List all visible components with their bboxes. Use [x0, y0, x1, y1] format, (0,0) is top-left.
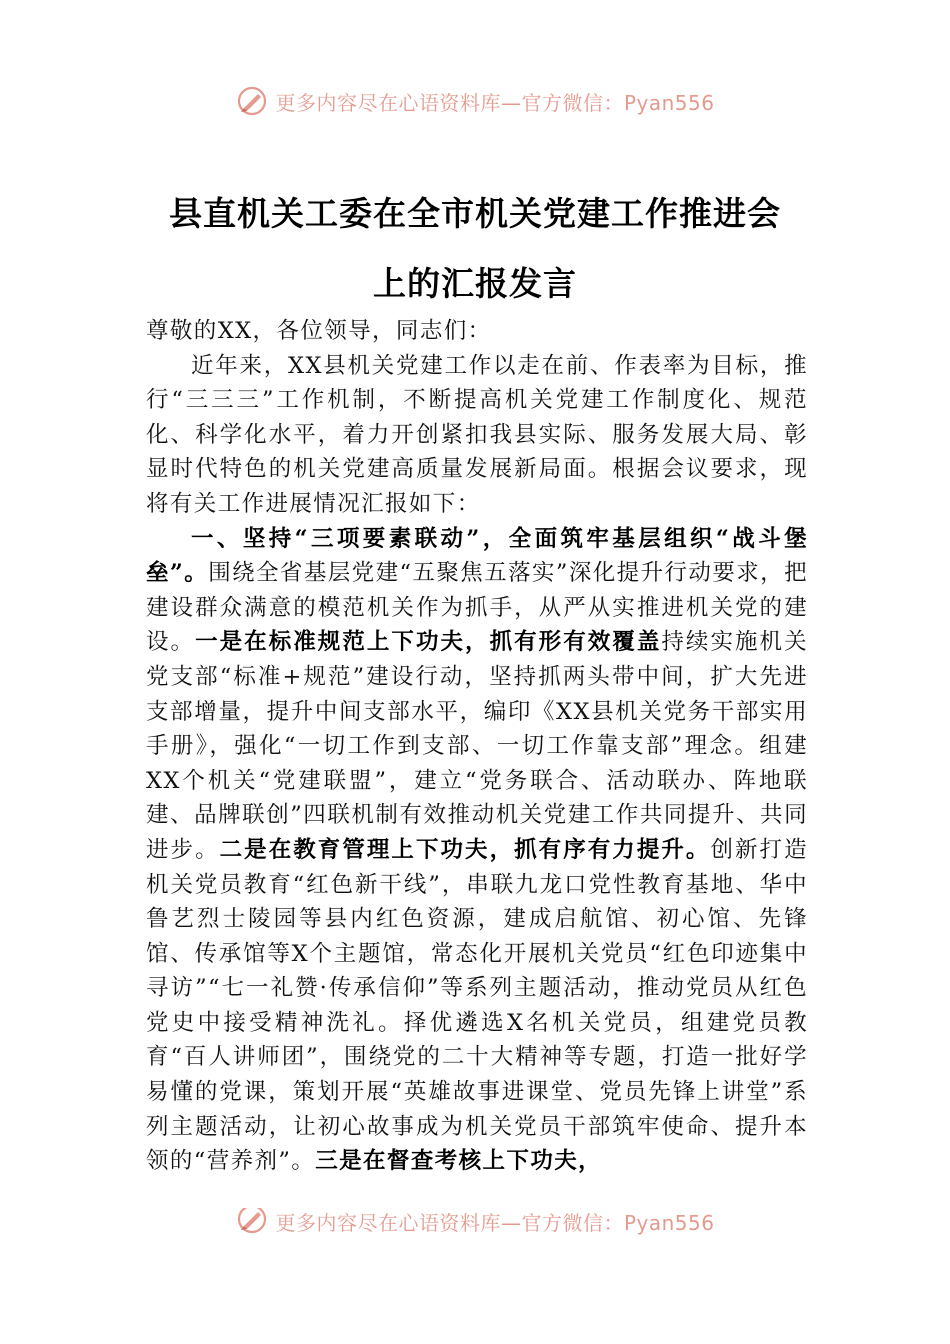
document-title-line2: 上的汇报发言	[373, 264, 577, 303]
document-title-line1: 县直机关工委在全市机关党建工作推进会	[169, 194, 781, 233]
document-body	[146, 314, 808, 1212]
intro-paragraph: 近年来，XX县机关党建工作以走在前、作表率为目标，推行“三三三”工作机制，不断提高机关党建工作制度化、规范化、科学化水平，着力开创紧扣我县实际、服务发展大局、彰显时代特色的机关党建高质量发展新局面。根据会议要求，现将有关工作进展情况汇报如下：	[146, 352, 808, 517]
section-1-text-1: 围绕全省基层党建“五聚焦五落实”深化提升行动要求，把建设群众满意的模范机关作为抓手，从严从实推进机关党的建设。	[146, 560, 808, 656]
pen-logo-icon	[235, 1208, 269, 1236]
section-1-point-1: 一是在标准规范上下功夫，抓有形有效覆盖	[195, 629, 662, 656]
section-1-point-2: 二是在教育管理上下功夫，抓有序有力提升。	[219, 836, 711, 863]
watermark-header	[0, 84, 950, 118]
section-1-point-3: 三是在督查考核上下功夫，	[315, 1148, 603, 1175]
section-1-heading: 一、坚持“三项要素联动”，全面筑牢基层组织“战斗堡垒”。	[146, 525, 808, 587]
salutation: 尊敬的XX，各位领导，同志们：	[146, 318, 492, 344]
watermark-text: 更多内容尽在心语资料库—官方微信：Pyan556	[275, 1211, 715, 1235]
watermark-text: 更多内容尽在心语资料库—官方微信：Pyan556	[275, 90, 715, 115]
section-1-text-2: 持续实施机关党支部“标准+规范”建设行动，坚持抓两头带中间，扩大先进支部增量，提升中间支部水平，编印《XX县机关党务干部实用手册》，强化“一切工作到支部、一切工作靠支部”理念。组建XX个机关“党建联盟”，建立“党务联合、活动联办、阵地联建、品牌联创”四联机制有效推动机关党建工作共同提升、共同进步。	[146, 629, 808, 863]
section-1-paragraph	[146, 522, 808, 1179]
watermark-footer	[0, 1208, 950, 1236]
section-1-text-3: 创新打造机关党员教育“红色新干线”，串联九龙口党性教育基地、华中鲁艺烈士陵园等县内红色资源，建成启航馆、初心馆、先锋馆、传承馆等X个主题馆，常态化开展机关党员“红色印迹集中寻访”“七一礼赞·传承信仰”等系列主题活动，推动党员从红色党史中接受精神洗礼。择优遴选X名机关党员，组建党员教育“百人讲师团”，围绕党的二十大精神等专题，打造一批好学易懂的党课，策划开展“英雄故事进课堂、党员先锋上讲堂”系列主题活动，让初心故事成为机关党员干部筑牢使命、提升本领的“营养剂”。	[146, 836, 808, 1175]
pen-logo-icon	[235, 84, 269, 118]
